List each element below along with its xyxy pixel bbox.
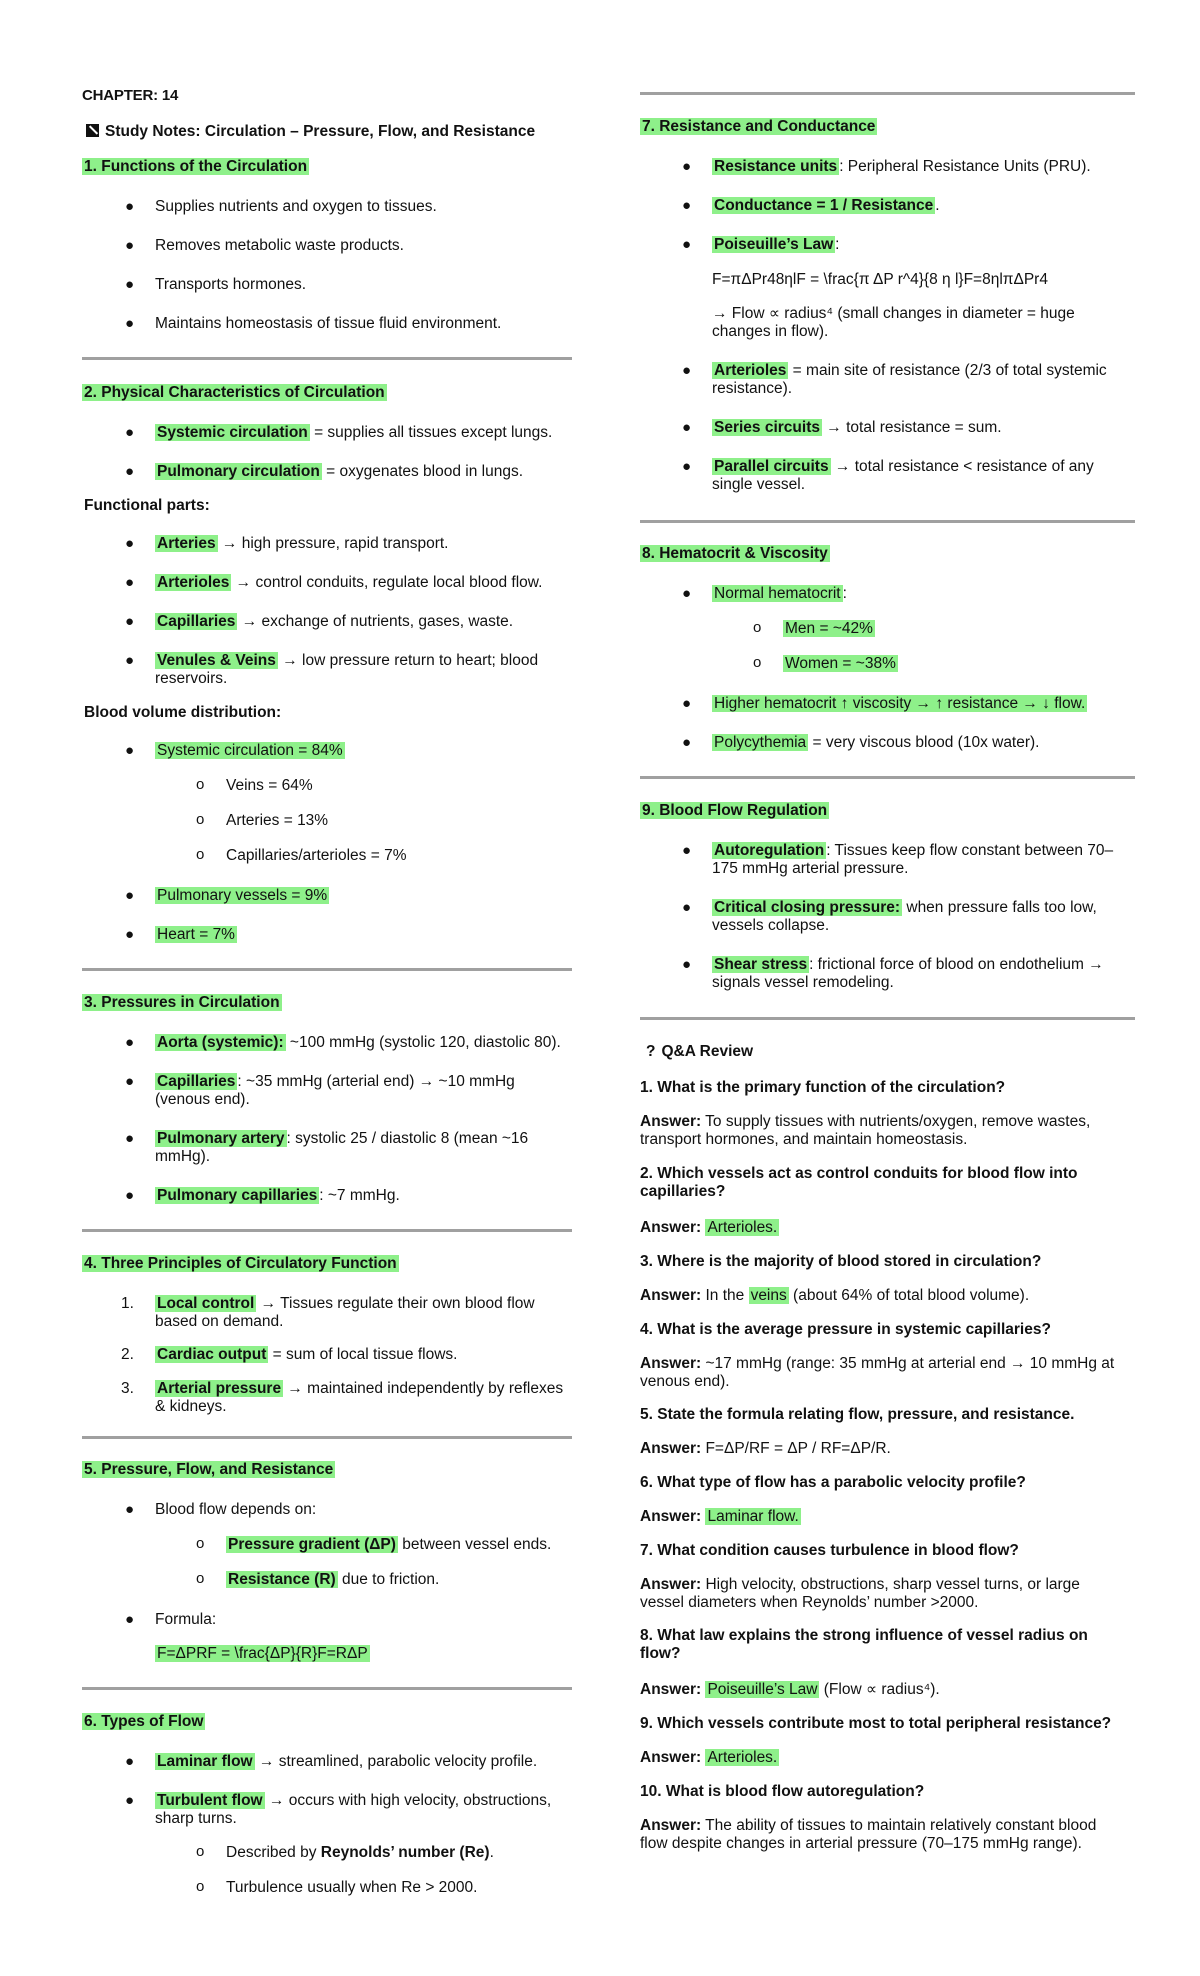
- list-item: ● Higher hematocrit ↑ viscosity → ↑ resistance → ↓ flow.: [682, 695, 1086, 712]
- list-item: ● Pulmonary capillaries : ~7 mmHg.: [125, 1187, 400, 1204]
- divider: [82, 1687, 572, 1690]
- sub-list-item: o Capillaries/arterioles = 7%: [196, 846, 407, 864]
- numbered-item: 3. Arterial pressure → maintained independently by reflexes & kidneys.: [121, 1380, 564, 1415]
- sub-list-item: o Turbulence usually when Re > 2000.: [196, 1878, 478, 1896]
- list-item: ● Resistance units : Peripheral Resistance Units (PRU).: [682, 158, 1091, 175]
- divider: [640, 520, 1135, 523]
- list-item: ● Heart = 7%: [125, 926, 235, 943]
- answer: Answer: The ability of tissues to maintain relatively constant blood flow despite changes in arterial pressure (70–175 mmHg range).: [640, 1817, 1097, 1852]
- list-item: ● Venules & Veins → low pressure return to heart; blood reservoirs.: [125, 652, 539, 687]
- bookmark-icon: [86, 124, 99, 137]
- answer: Answer: F=ΔP/RF = ΔP / RF=ΔP/R.: [640, 1440, 891, 1457]
- chapter-label: CHAPTER: 14: [82, 87, 179, 104]
- poiseuille-note: → Flow ∝ radius⁴ (small changes in diameter = huge changes in flow).: [712, 305, 1075, 340]
- section-4-heading: 4. Three Principles of Circulatory Function: [84, 1255, 397, 1272]
- list-item: ● Laminar flow → streamlined, parabolic velocity profile.: [125, 1753, 538, 1770]
- list-item: ● Arterioles → control conduits, regulate local blood flow.: [125, 574, 543, 591]
- list-item: ● Autoregulation : Tissues keep flow constant between 70–175 mmHg arterial pressure.: [682, 842, 1114, 877]
- question: 7. What condition causes turbulence in blood flow?: [640, 1542, 1019, 1559]
- divider: [82, 1229, 572, 1232]
- answer: Answer: To supply tissues with nutrients/oxygen, remove wastes, transport hormones, and maintain homeostasis.: [640, 1113, 1091, 1148]
- list-item: ● Shear stress : frictional force of blood on endothelium → signals vessel remodeling.: [682, 956, 1104, 991]
- question: 9. Which vessels contribute most to total peripheral resistance?: [640, 1715, 1112, 1732]
- list-item: ● Poiseuille’s Law :: [682, 236, 840, 253]
- page-title: Study Notes: Circulation – Pressure, Flow, and Resistance: [86, 123, 535, 141]
- divider: [82, 357, 572, 360]
- answer: Answer: Poiseuille’s Law (Flow ∝ radius⁴).: [640, 1681, 940, 1698]
- answer: Answer: Arterioles.: [640, 1219, 778, 1236]
- list-item: ● Normal hematocrit :: [682, 585, 847, 602]
- question-icon: ?: [646, 1043, 656, 1060]
- section-3-heading: 3. Pressures in Circulation: [84, 994, 280, 1011]
- section-1-heading: 1. Functions of the Circulation: [84, 158, 308, 175]
- qa-heading: ? Q&A Review: [646, 1043, 754, 1060]
- list-item: ● Transports hormones.: [125, 276, 307, 293]
- answer: Answer: High velocity, obstructions, sharp vessel turns, or large vessel diameters when Reynolds’ number >2000.: [640, 1576, 1080, 1611]
- list-item: ● Critical closing pressure: when pressure falls too low, vessels collapse.: [682, 899, 1097, 934]
- list-item: ● Blood flow depends on:: [125, 1501, 317, 1518]
- poiseuille-formula: F=πΔPr48ηlF = \frac{π ΔP r^4}{8 η l}F=8ηlπΔPr4: [712, 271, 1048, 288]
- divider: [640, 776, 1135, 779]
- list-item: ● Supplies nutrients and oxygen to tissues.: [125, 198, 437, 215]
- list-item: ● Polycythemia = very viscous blood (10x water).: [682, 734, 1040, 751]
- sub-list-item: o Men = ~42%: [753, 619, 873, 637]
- list-item: ● Parallel circuits → total resistance < resistance of any single vessel.: [682, 458, 1094, 493]
- divider: [82, 968, 572, 971]
- section-7-heading: 7. Resistance and Conductance: [642, 118, 876, 135]
- question: 6. What type of flow has a parabolic velocity profile?: [640, 1474, 1026, 1491]
- answer: Answer: Arterioles.: [640, 1749, 778, 1766]
- list-item: ● Aorta (systemic): ~100 mmHg (systolic 120, diastolic 80).: [125, 1034, 561, 1051]
- formula: F=ΔPRF = \frac{ΔP}{R}F=RΔP: [157, 1645, 368, 1662]
- question: 10. What is blood flow autoregulation?: [640, 1783, 925, 1800]
- section-6-heading: 6. Types of Flow: [84, 1713, 204, 1730]
- list-item: ● Series circuits → total resistance = sum.: [682, 419, 1002, 436]
- list-item: ● Pulmonary vessels = 9%: [125, 887, 328, 904]
- list-item: ● Maintains homeostasis of tissue fluid environment.: [125, 315, 502, 332]
- divider: [640, 92, 1135, 95]
- answer: Answer: ~17 mmHg (range: 35 mmHg at arterial end → 10 mmHg at venous end).: [640, 1355, 1115, 1390]
- list-item: ● Arterioles = main site of resistance (2/3 of total systemic resistance).: [682, 362, 1107, 397]
- divider: [640, 1017, 1135, 1020]
- sub-list-item: o Resistance (R) due to friction.: [196, 1570, 440, 1588]
- question: 8. What law explains the strong influence of vessel radius on flow?: [640, 1627, 1088, 1662]
- sub-list-item: o Described by Reynolds’ number (Re).: [196, 1843, 494, 1861]
- section-8-heading: 8. Hematocrit & Viscosity: [642, 545, 828, 562]
- blood-volume-label: Blood volume distribution:: [84, 704, 282, 721]
- list-item: ● Formula:: [125, 1611, 217, 1628]
- numbered-item: 1. Local control → Tissues regulate their own blood flow based on demand.: [121, 1295, 535, 1330]
- list-item: ● Conductance = 1 / Resistance .: [682, 197, 940, 214]
- sub-list-item: o Pressure gradient (ΔP) between vessel ends.: [196, 1535, 552, 1553]
- divider: [82, 1436, 572, 1439]
- section-5-heading: 5. Pressure, Flow, and Resistance: [84, 1461, 334, 1478]
- sub-list-item: o Arteries = 13%: [196, 811, 329, 829]
- list-item: ● Removes metabolic waste products.: [125, 237, 404, 254]
- question: 2. Which vessels act as control conduits for blood flow into capillaries?: [640, 1165, 1078, 1200]
- section-2-heading: 2. Physical Characteristics of Circulation: [84, 384, 385, 401]
- sub-list-item: o Veins = 64%: [196, 776, 313, 794]
- list-item: ● Systemic circulation = supplies all tissues except lungs.: [125, 424, 553, 441]
- list-item: ● Arteries → high pressure, rapid transport.: [125, 535, 449, 552]
- question: 3. Where is the majority of blood stored in circulation?: [640, 1253, 1042, 1270]
- list-item: ● Pulmonary circulation = oxygenates blood in lungs.: [125, 463, 524, 480]
- question: 4. What is the average pressure in systemic capillaries?: [640, 1321, 1051, 1338]
- numbered-item: 2. Cardiac output = sum of local tissue flows.: [121, 1346, 458, 1363]
- section-9-heading: 9. Blood Flow Regulation: [642, 802, 828, 819]
- list-item: ● Capillaries → exchange of nutrients, gases, waste.: [125, 613, 514, 630]
- sub-list-item: o Women = ~38%: [753, 654, 896, 672]
- question: 5. State the formula relating flow, pressure, and resistance.: [640, 1406, 1075, 1423]
- question: 1. What is the primary function of the circulation?: [640, 1079, 1006, 1096]
- answer: Answer: In the veins (about 64% of total blood volume).: [640, 1287, 1030, 1304]
- list-item: ● Systemic circulation = 84%: [125, 742, 343, 759]
- list-item: ● Turbulent flow → occurs with high velocity, obstructions, sharp turns.: [125, 1792, 552, 1827]
- functional-parts-label: Functional parts:: [84, 497, 210, 514]
- answer: Answer: Laminar flow.: [640, 1508, 799, 1525]
- list-item: ● Pulmonary artery : systolic 25 / diastolic 8 (mean ~16 mmHg).: [125, 1130, 529, 1165]
- list-item: ● Capillaries : ~35 mmHg (arterial end) → ~10 mmHg (venous end).: [125, 1073, 515, 1108]
